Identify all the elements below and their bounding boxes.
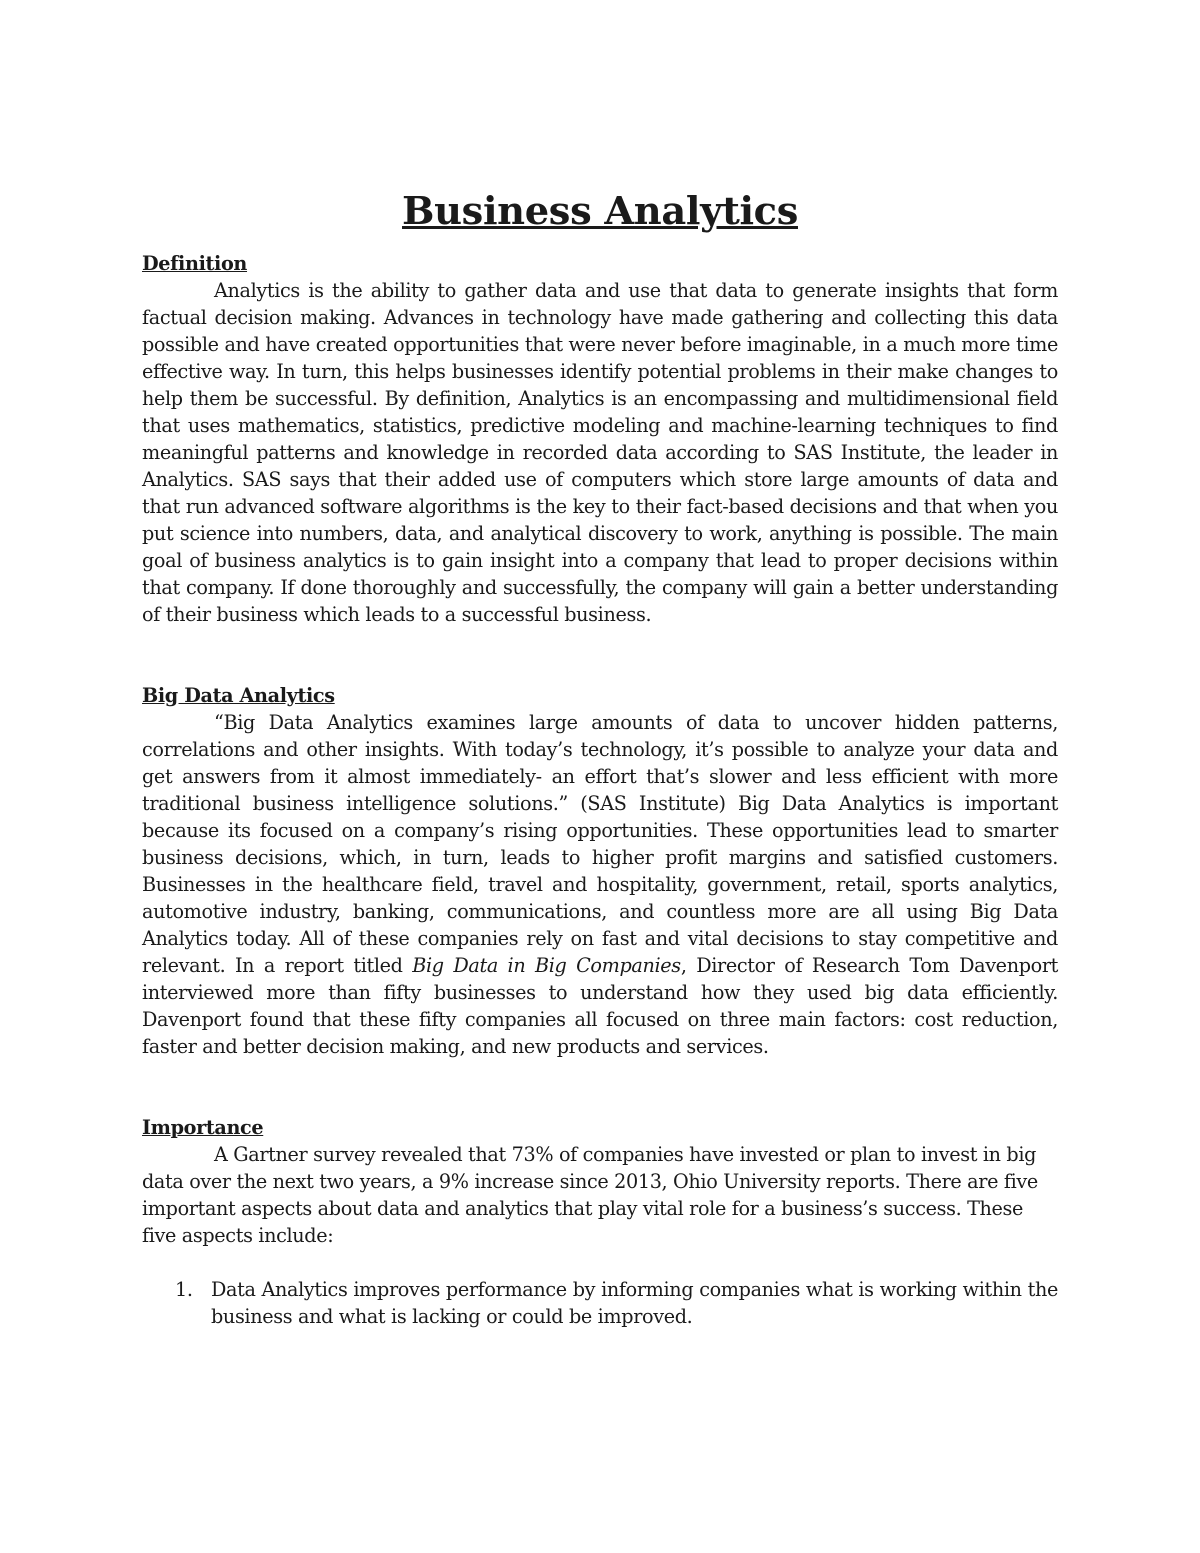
big-data-text-part-1: “Big Data Analytics examines large amounts of data to uncover hidden patterns, correlations and other insights. With today’s technology, it’s possible to analyze your data and get answers from it almost immediately- an effort that’s slower and less efficient with more traditional business intelligence solutions.” (SAS Institute) Big Data Analytics is important because its focused on a company’s rising opportunities. These opportunities lead to smarter business decisions, which, in turn, leads to higher profit margins and satisfied customers. Businesses in the healthcare field, travel and hospitality, government, retail, sports analytics, automotive industry, banking, communications, and countless more are all using Big Data Analytics today. All of these companies rely on fast and vital decisions to stay competitive and relevant. In a report titled <box>142 711 1058 977</box>
importance-paragraph: A Gartner survey revealed that 73% of companies have invested or plan to invest in big data over the next two years, a 9% increase since 2013, Ohio University reports. There are five important aspects about data and analytics that play vital role for a business’s success. These five aspects include: <box>142 1143 1038 1247</box>
section-importance <box>142 1114 1058 1330</box>
section-definition <box>142 250 1058 628</box>
list-item <box>142 1276 1058 1330</box>
spacer <box>142 1060 1058 1114</box>
section-heading-big-data-analytics: Big Data Analytics <box>142 684 335 707</box>
list-item-text: Data Analytics improves performance by informing companies what is working within the business and what is lacking or could be improved. <box>211 1278 1058 1328</box>
big-data-text-part-2: , Director of Research Tom Davenport interviewed more than fifty businesses to understand how they used big data efficiently. Davenport found that these fifty companies all focused on three main factors: cost reduction, faster and better decision making, and new products and services. <box>142 954 1059 1058</box>
section-big-data-analytics <box>142 682 1058 1060</box>
section-heading-importance: Importance <box>142 1116 264 1139</box>
aspects-list <box>142 1276 1058 1330</box>
document-title: Business Analytics <box>402 189 798 234</box>
report-title: Big Data in Big Companies <box>412 954 681 977</box>
spacer <box>142 628 1058 682</box>
document-page <box>142 189 1059 1330</box>
spacer <box>142 1249 1058 1276</box>
big-data-paragraph <box>142 709 1058 1060</box>
list-item-number: 1. <box>175 1278 193 1301</box>
definition-paragraph: Analytics is the ability to gather data and use that data to generate insights that form factual decision making. Advances in technology have made gathering and collecting this data possible and have created opportunities that were never before imaginable, in a much more time effective way. In turn, this helps businesses identify potential problems in their make changes to help them be successful. By definition, Analytics is an encompassing and multidimensional field that uses mathematics, statistics, predictive modeling and machine-learning techniques to find meaningful patterns and knowledge in recorded data according to SAS Institute, the leader in Analytics. SAS says that their added use of computers which store large amounts of data and that run advanced software algorithms is the key to their fact-based decisions and that when you put science into numbers, data, and analytical discovery to work, anything is possible. The main goal of business analytics is to gain insight into a company that lead to proper decisions within that company. If done thoroughly and successfully, the company will gain a better understanding of their business which leads to a successful business. <box>142 279 1058 626</box>
section-heading-definition: Definition <box>142 252 248 275</box>
